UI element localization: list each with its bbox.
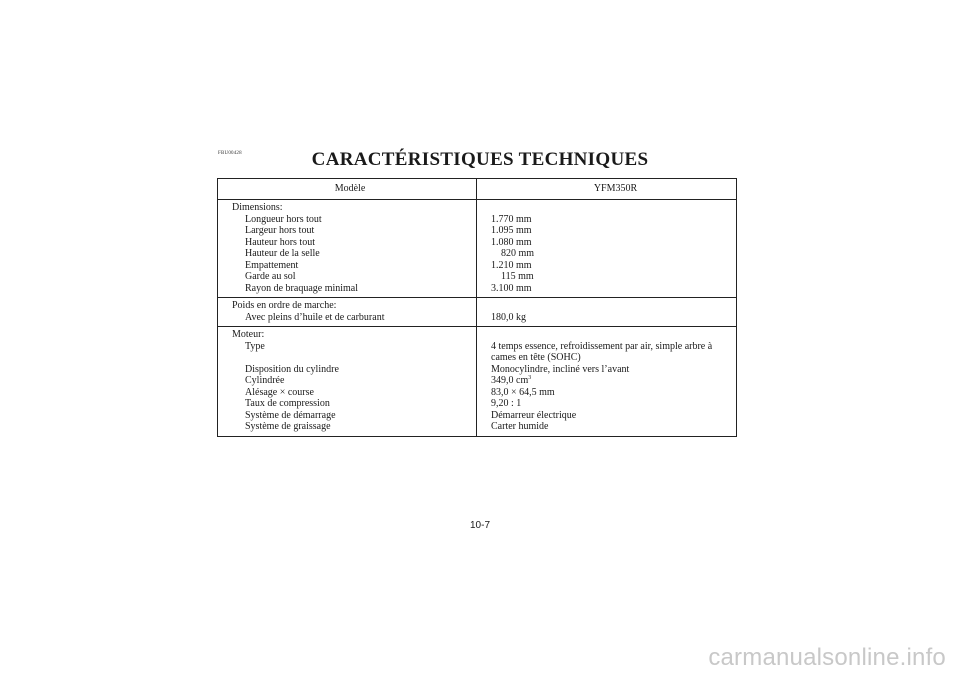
dimensions-values	[477, 200, 736, 297]
weight-labels	[218, 298, 477, 326]
engine-starter-value: Démarreur électrique	[491, 409, 577, 421]
engine-displacement-label: Cylindrée	[245, 375, 285, 386]
engine-section	[218, 326, 736, 436]
watermark: carmanualsonline.info	[708, 644, 946, 671]
spec-table	[217, 178, 737, 437]
weight-value: 180,0 kg	[491, 311, 526, 323]
engine-bore-value: 83,0 × 64,5 mm	[491, 386, 555, 398]
header-model-value: YFM350R	[593, 183, 638, 194]
engine-starter-label: Système de démarrage	[245, 409, 336, 421]
dimensions-heading: Dimensions:	[232, 202, 283, 213]
engine-displacement-value	[491, 375, 732, 387]
dimension-value: 1.080 mm	[491, 236, 532, 248]
page-number: 10-7	[469, 520, 490, 531]
dimension-value: 115 mm	[501, 271, 534, 282]
table-header-row	[218, 179, 736, 199]
engine-values	[477, 327, 736, 436]
engine-heading: Moteur:	[232, 329, 265, 340]
dimension-value: 1.210 mm	[491, 259, 532, 271]
dimension-value: 1.095 mm	[491, 225, 532, 236]
dimension-label: Garde au sol	[245, 271, 296, 282]
dimension-label: Hauteur de la selle	[245, 248, 320, 259]
dimension-value: 1.770 mm	[491, 213, 532, 225]
dimension-value: 820 mm	[501, 248, 535, 259]
document-code: FBU00428	[218, 151, 242, 156]
dimensions-section	[218, 199, 736, 297]
dimension-label: Rayon de braquage minimal	[245, 282, 359, 294]
weight-heading: Poids en ordre de marche:	[232, 300, 337, 311]
engine-labels	[218, 327, 477, 436]
engine-lube-value: Carter humide	[491, 421, 549, 432]
dimension-label: Empattement	[245, 259, 299, 271]
displacement-number: 349,0 cm	[491, 375, 529, 386]
dimension-label: Largeur hors tout	[245, 225, 315, 236]
engine-compression-value: 9,20 : 1	[491, 398, 522, 409]
dimension-label: Longueur hors tout	[245, 213, 322, 225]
header-model-label: Modèle	[218, 179, 477, 199]
weight-label: Avec pleins d’huile et de carburant	[245, 311, 385, 323]
engine-bore-label: Alésage × course	[245, 386, 314, 398]
displacement-unit-superscript: 3	[528, 375, 532, 381]
dimension-value: 3.100 mm	[491, 282, 532, 294]
dimensions-labels	[218, 200, 477, 297]
dimension-label: Hauteur hors tout	[245, 236, 315, 248]
engine-layout-label: Disposition du cylindre	[245, 363, 339, 375]
engine-type-label: Type	[245, 340, 265, 352]
page-title: CARACTÉRISTIQUES TECHNIQUES	[311, 149, 649, 170]
weight-values	[477, 298, 736, 326]
engine-compression-label: Taux de compression	[245, 398, 330, 409]
engine-type-value: 4 temps essence, refroidissement par air, simple arbre à cames en tête (SOHC)	[491, 340, 713, 363]
engine-layout-value: Monocylindre, incliné vers l’avant	[491, 363, 630, 375]
engine-lube-label: Système de graissage	[245, 421, 331, 432]
weight-section	[218, 297, 736, 326]
